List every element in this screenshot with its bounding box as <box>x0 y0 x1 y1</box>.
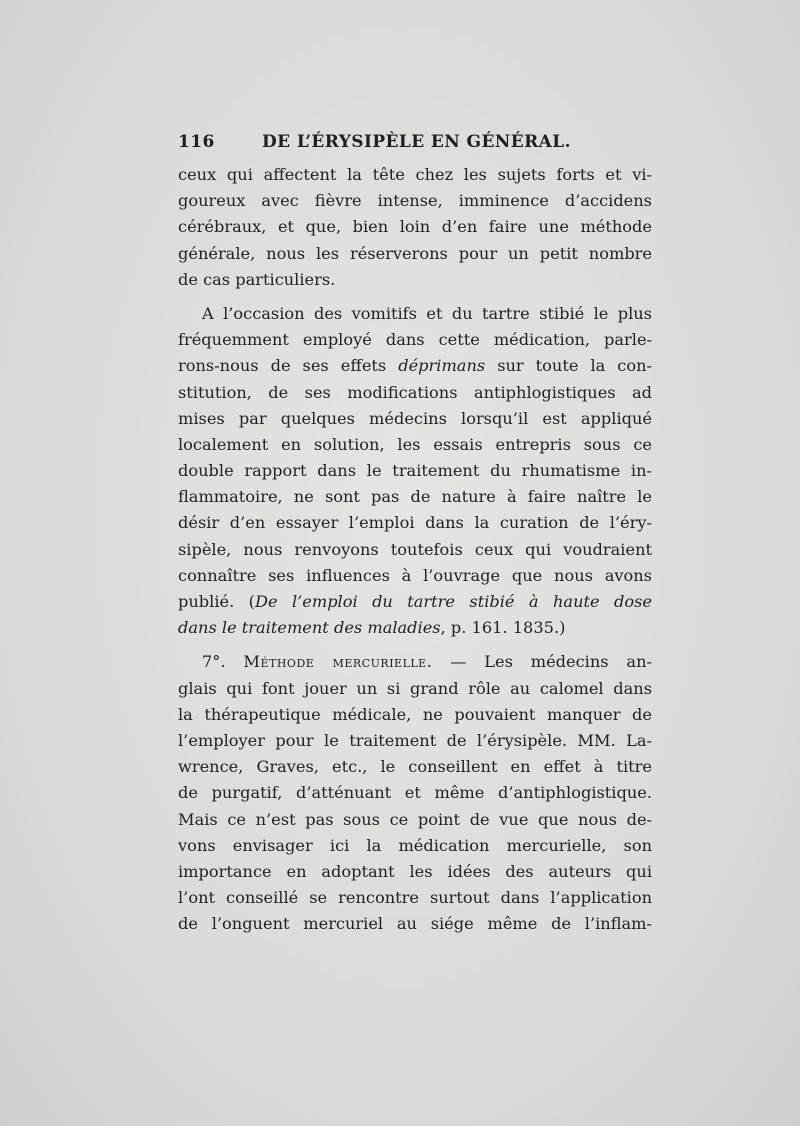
italic-term: déprimans <box>398 356 486 376</box>
body-text <box>178 162 652 937</box>
text-line: l’employer pour le traitement de l’érysipèle. MM. La- <box>178 730 652 750</box>
italic-citation: dans le traitement des maladies <box>178 618 441 638</box>
page-number: 116 <box>178 132 215 152</box>
paragraph-1 <box>178 162 652 293</box>
text-line: de l’onguent mercuriel au siége même de l’inflam- <box>178 914 652 934</box>
text-line: goureux avec fièvre intense, imminence d’accidens <box>178 191 652 211</box>
section-number: 7°. <box>202 652 244 672</box>
text-line <box>178 649 652 675</box>
text-line: stitution, de ses modifications antiphlogistiques ad <box>178 382 652 402</box>
text-line: sipèle, nous renvoyons toutefois ceux qui voudraient <box>178 539 652 559</box>
text-line: double rapport dans le traitement du rhumatisme in- <box>178 461 652 481</box>
text-line: générale, nous les réserverons pour un petit nombre <box>178 243 652 263</box>
text-line: vons envisager ici la médication mercurielle, son <box>178 835 652 855</box>
running-head: DE L’ÉRYSIPÈLE EN GÉNÉRAL. <box>262 132 571 152</box>
text-line: fréquemment employé dans cette médication, parle- <box>178 330 652 350</box>
text-line: connaître ses influences à l’ouvrage que nous avons <box>178 565 652 585</box>
text-line: importance en adoptant les idées des auteurs qui <box>178 861 652 881</box>
paragraph-2 <box>178 301 652 641</box>
paragraph-3 <box>178 649 652 937</box>
text-run: — Les médecins an- <box>432 652 652 672</box>
text-run: rons-nous de ses effets <box>178 356 399 376</box>
text-line: wrence, Graves, etc., le conseillent en effet à titre <box>178 757 652 777</box>
text-line: ceux qui affectent la tête chez les sujets forts et vi- <box>178 165 652 184</box>
text-line: glais qui font jouer un si grand rôle au calomel dans <box>178 678 652 698</box>
text-line: mises par quelques médecins lorsqu’il est appliqué <box>178 408 652 428</box>
italic-citation: De l’emploi du tartre stibié à haute dose <box>254 592 652 611</box>
text-line: A l’occasion des vomitifs et du tartre stibié le plus <box>202 303 652 323</box>
text-line: de purgatif, d’atténuant et même d’antiphlogistique. <box>178 783 652 803</box>
section-heading: Méthode mercurielle. <box>243 652 433 672</box>
text-line <box>178 589 652 615</box>
text-line: flammatoire, ne sont pas de nature à faire naître le <box>178 487 652 507</box>
text-run: sur toute la con- <box>485 356 652 376</box>
text-line: localement en solution, les essais entrepris sous ce <box>178 434 652 454</box>
text-line: la thérapeutique médicale, ne pouvaient manquer de <box>178 704 652 724</box>
page-header <box>178 132 652 158</box>
text-line: cérébraux, et que, bien loin d’en faire une méthode <box>178 217 652 237</box>
text-line: désir d’en essayer l’emploi dans la curation de l’éry- <box>178 513 652 533</box>
text-line <box>178 353 652 379</box>
text-line: Mais ce n’est pas sous ce point de vue que nous de- <box>178 809 652 829</box>
text-line: de cas particuliers. <box>178 269 336 289</box>
text-line <box>178 615 652 641</box>
text-run: , p. 161. 1835.) <box>440 618 566 638</box>
text-run: publié. ( <box>178 592 255 611</box>
text-line: l’ont conseillé se rencontre surtout dans l’application <box>178 888 652 908</box>
